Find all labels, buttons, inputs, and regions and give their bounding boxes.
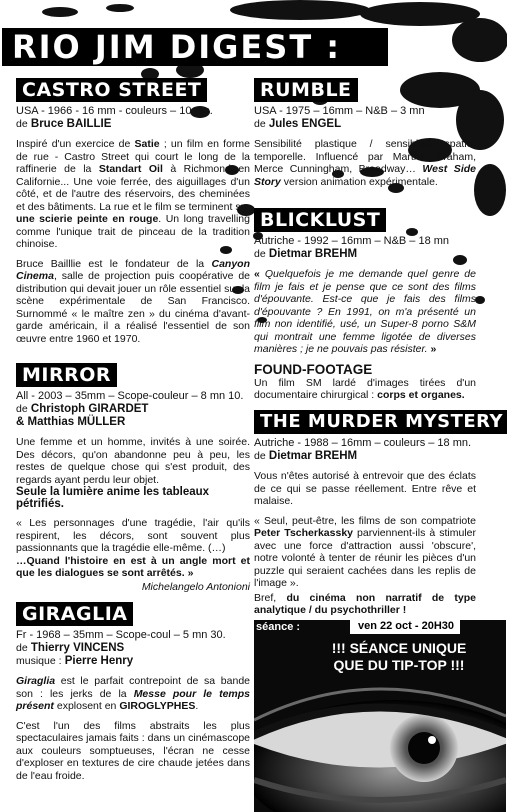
announcement-line-1: !!! SÉANCE UNIQUE bbox=[331, 640, 467, 656]
film-castro-street bbox=[16, 78, 250, 345]
text-run: parviennent-ils à stimuler avec une force d'attraction aussi 'obscure', notre volonté à tenter de réunir les pièces d'un puzzle qui seraient cachées dans les replis de l'image ». bbox=[254, 527, 476, 589]
film-meta: All - 2003 – 35mm – Scope-couleur – 8 mn 10. bbox=[16, 390, 244, 402]
film-quote bbox=[254, 515, 476, 590]
film-title: THE MURDER MYSTERY bbox=[254, 410, 507, 434]
film-description-2: C'est l'un des films abstraits les plus spectaculaires jamais faits : dans un cinémascope aux couleurs somptueuses, l'écran ne cesse d'exploser en textures de cire chaude jetées dans de l'eau froide. bbox=[16, 719, 250, 782]
film-subheading: FOUND-FOOTAGE bbox=[254, 361, 373, 377]
film-meta: Autriche - 1988 – 16mm – couleurs – 18 mn. bbox=[254, 437, 472, 449]
film-director bbox=[16, 403, 250, 416]
film-director bbox=[254, 118, 476, 131]
film-meta: USA - 1966 - 16 mm - couleurs – 10 mn. bbox=[16, 105, 213, 117]
text-run: . bbox=[195, 700, 199, 712]
text-run: . Un long travelling comme l'unique trait de pinceau de la tradition chinoise. bbox=[16, 213, 250, 250]
film-murder-mystery bbox=[254, 410, 504, 617]
text-run: Sensibilité plastique / sensibilité spatio-temporelle. Influencé par Martha Graham, Merce Cunningham, Broadway… bbox=[254, 138, 476, 175]
text-run: « Les personnages d'une tragédie, l'air qu'ils respirent, les décors, sont souvent plus passionnants que la tragédie elle-même. (…) bbox=[16, 517, 250, 554]
film-director bbox=[16, 118, 250, 131]
director-label: de bbox=[16, 642, 28, 654]
director-label: de bbox=[254, 248, 266, 260]
film-director bbox=[16, 642, 250, 655]
film-highlight: Seule la lumière anime les tableaux pétrifiés. bbox=[16, 486, 210, 510]
film-summary bbox=[254, 592, 476, 617]
director-label: de bbox=[254, 118, 266, 130]
film-title: GIRAGLIA bbox=[16, 602, 133, 626]
music-label: musique : bbox=[16, 655, 62, 667]
director-label: de bbox=[16, 118, 28, 130]
film-title: RUMBLE bbox=[254, 78, 358, 102]
text-bold: Peter Tscherkassky bbox=[254, 527, 353, 539]
director-name: Thierry VINCENS bbox=[30, 642, 125, 654]
film-description: Une femme et un homme, invités à une soirée. Des décors, qu'on abandonne peu à peu, les restes de quelque chose qui s'est produit, des regards ayant perdu leur objet. bbox=[16, 436, 250, 486]
film-description bbox=[16, 675, 250, 713]
film-title: BLICKLUST bbox=[254, 208, 386, 232]
text-run: ; un film en forme de rue - Castro Street qui court le long de la raffinerie de la bbox=[16, 138, 250, 175]
film-meta: USA - 1975 – 16mm – N&B – 3 mn bbox=[254, 105, 425, 117]
director-name: Bruce BAILLIE bbox=[30, 118, 112, 130]
film-music bbox=[16, 655, 250, 668]
seance-announcement bbox=[294, 640, 504, 674]
film-rumble bbox=[254, 78, 476, 188]
text-bold-italic: Canyon Cinema bbox=[16, 257, 250, 282]
film-description bbox=[16, 138, 250, 251]
director-label: de bbox=[16, 403, 28, 415]
text-run: Bruce Bailllie est le fondateur de la bbox=[16, 257, 212, 270]
film-director bbox=[254, 450, 476, 463]
seance-date: ven 22 oct - 20H30 bbox=[350, 618, 460, 634]
text-bold: Satie bbox=[134, 138, 160, 150]
film-description bbox=[254, 138, 476, 188]
text-bold-italic: Messe pour le temps présent bbox=[16, 687, 250, 712]
film-description bbox=[254, 377, 476, 402]
text-run: est le parfait contrepoint de sa bande son : les jerks de la bbox=[16, 675, 250, 700]
music-name: Pierre Henry bbox=[64, 655, 134, 667]
film-giraglia bbox=[16, 602, 250, 782]
film-quote bbox=[254, 268, 476, 356]
text-bold: corps et organes. bbox=[377, 389, 465, 401]
film-title: CASTRO STREET bbox=[16, 78, 207, 102]
text-run: , salle de projection puis coopérative de distribution qui devait jouer un rôle essentiel sur la scène expérimentale de San Francisco. Surnommé « le maître zen » du cinéma d'avant-garde américain, il a réalisé l'essentiel de son œuvre entre 1960 et 1970. bbox=[16, 270, 250, 345]
announcement-line-2: QUE DU TIP-TOP !!! bbox=[333, 657, 465, 673]
text-bold: une scierie peinte en rouge bbox=[16, 213, 159, 225]
film-meta: Autriche - 1992 – 16mm – N&B – 18 mn bbox=[254, 235, 450, 247]
text-run: explosent en bbox=[53, 700, 120, 712]
film-description: Vous n'êtes autorisé à entrevoir que des éclats de ce qui se passe réellement. Entre rêve et malaise. bbox=[254, 470, 476, 507]
director-label: de bbox=[254, 450, 266, 462]
text-run: à Richmond en Californie... Une voie ferrée, des aiguillages d'un côté, et de l'autre des réservoirs, des cheminées et des bâtiments. La rue et le film se terminent sur bbox=[16, 163, 251, 213]
film-director bbox=[254, 248, 476, 261]
text-run: Un film SM lardé d'images tirées d'un documentaire chirurgical : bbox=[254, 376, 476, 401]
film-mirror bbox=[16, 363, 250, 593]
text-bold: » bbox=[427, 343, 437, 355]
film-blicklust bbox=[254, 208, 476, 402]
director-name: Dietmar BREHM bbox=[268, 248, 358, 260]
page-title: RIO JIM DIGEST : bbox=[2, 28, 388, 66]
film-meta: Fr - 1968 – 35mm – Scope-coul – 5 mn 30. bbox=[16, 629, 226, 641]
text-italic: Quelquefois je me demande quel genre de film je fais et je pense que ce sont des films d'épouvante. Est-ce que je fais des films d'épouvante ? En 1991, on m'a présenté un film non identifié, usé, un Super-8 porno S&M qui montrait une femme ligotée de diverses manières ; je ne pouvais pas résister. bbox=[254, 268, 476, 355]
text-bold-italic: West Side Story bbox=[254, 163, 476, 188]
text-bold: …Quand l'histoire en est à un angle mort et que les dialogues se sont arrêtés. bbox=[16, 554, 250, 579]
text-bold: » bbox=[184, 567, 194, 579]
text-run: Inspiré d'un exercice de bbox=[16, 138, 135, 150]
text-bold: « bbox=[254, 268, 265, 280]
director-name: Dietmar BREHM bbox=[268, 450, 358, 462]
director-name: Christoph GIRARDET bbox=[30, 403, 149, 415]
text-bold: GIROGLYPHES bbox=[119, 700, 196, 712]
film-title: MIRROR bbox=[16, 363, 117, 387]
text-run: version animation expérimentale. bbox=[280, 175, 438, 188]
text-bold-italic: Giraglia bbox=[16, 675, 56, 687]
film-director-2: & Matthias MÜLLER bbox=[16, 416, 126, 428]
text-run: « Seul, peut-être, les films de son compatriote bbox=[254, 514, 476, 527]
film-description-2 bbox=[16, 258, 250, 346]
director-name: Jules ENGEL bbox=[268, 118, 342, 130]
text-run: Bref, bbox=[254, 591, 287, 604]
film-quote bbox=[16, 517, 250, 580]
seance-label: séance : bbox=[256, 621, 301, 633]
quote-source: Michelangelo Antonioni bbox=[141, 580, 250, 593]
text-bold: Standart Oil bbox=[98, 163, 163, 175]
text-bold: du cinéma non narratif de type analytique / du psychothriller ! bbox=[254, 591, 476, 616]
